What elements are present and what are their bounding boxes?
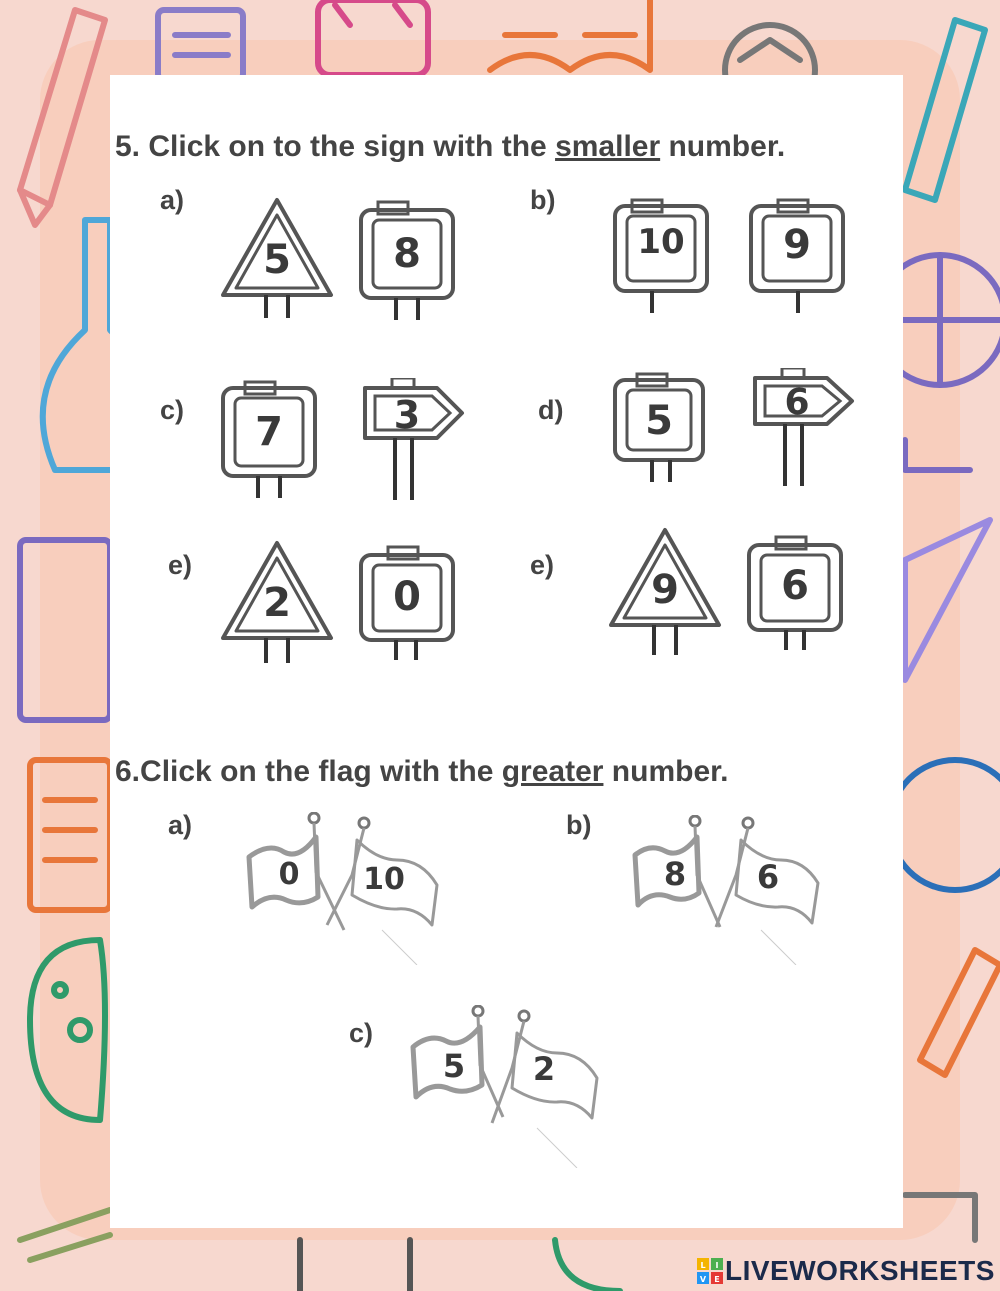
brand-name: LIVEWORKSHEETS (725, 1255, 995, 1286)
item-label: c) (160, 395, 185, 425)
flag-number: 8 (663, 855, 687, 893)
sign-number: 6 (781, 563, 809, 609)
item-label: e) (530, 550, 555, 580)
question-text: Click on to the sign with the (148, 130, 547, 163)
flag-number: 10 (363, 862, 405, 897)
square-sign[interactable] (220, 380, 320, 498)
question-text: Click on the flag with the (140, 755, 494, 788)
question-text-end: number. (611, 755, 729, 788)
question-6-title (115, 755, 729, 789)
svg-text:I: I (715, 1261, 719, 1270)
triangle-sign[interactable] (218, 538, 336, 663)
flag-right[interactable] (322, 815, 444, 970)
sign-number: 2 (263, 580, 291, 626)
sign-number: 8 (393, 231, 421, 277)
arrow-sign[interactable] (752, 368, 857, 488)
sign-number: 0 (393, 574, 421, 620)
flag-number: 0 (278, 857, 300, 892)
question-number: 6. (115, 755, 141, 788)
item-label: a) (160, 185, 185, 215)
sign-number: 5 (645, 398, 673, 444)
sign-number: 5 (263, 237, 291, 283)
question-text-end: number. (668, 130, 786, 163)
square-sign[interactable] (358, 200, 458, 320)
svg-text:L: L (700, 1261, 706, 1270)
sign-number: 3 (393, 393, 421, 437)
question-number: 5. (115, 130, 141, 163)
flag-right[interactable] (482, 1008, 606, 1173)
svg-text:V: V (699, 1275, 707, 1284)
triangle-sign[interactable] (606, 525, 724, 655)
palette-icon (555, 1240, 620, 1291)
arrow-sign[interactable] (362, 378, 467, 500)
sign-number: 9 (651, 567, 679, 613)
sign-number: 10 (637, 222, 685, 262)
item-label: b) (530, 185, 556, 215)
square-sign[interactable] (612, 372, 707, 482)
sign-number: 9 (783, 222, 811, 268)
item-label: d) (538, 395, 564, 425)
sign-number: 7 (255, 409, 283, 455)
square-sign[interactable] (612, 198, 712, 313)
flag-number: 5 (442, 1047, 466, 1085)
flag-right[interactable] (706, 815, 828, 970)
item-label: e) (168, 550, 193, 580)
keyword-underlined: greater (501, 755, 604, 788)
square-sign[interactable] (358, 545, 458, 660)
square-sign[interactable] (746, 535, 846, 650)
flag-number: 2 (532, 1050, 556, 1088)
flag-number: 6 (756, 858, 780, 896)
liveworksheets-mark-icon (697, 1258, 723, 1284)
square-sign[interactable] (748, 198, 848, 313)
liveworksheets-logo[interactable] (697, 1255, 995, 1285)
question-5-title (115, 130, 785, 164)
svg-text:E: E (714, 1275, 720, 1284)
clip-icon (300, 1240, 410, 1291)
sign-number: 6 (784, 382, 810, 423)
item-label: c) (349, 1018, 374, 1048)
keyword-underlined: smaller (555, 130, 661, 163)
triangle-sign[interactable] (218, 195, 336, 320)
item-label: b) (566, 810, 592, 840)
item-label: a) (168, 810, 193, 840)
